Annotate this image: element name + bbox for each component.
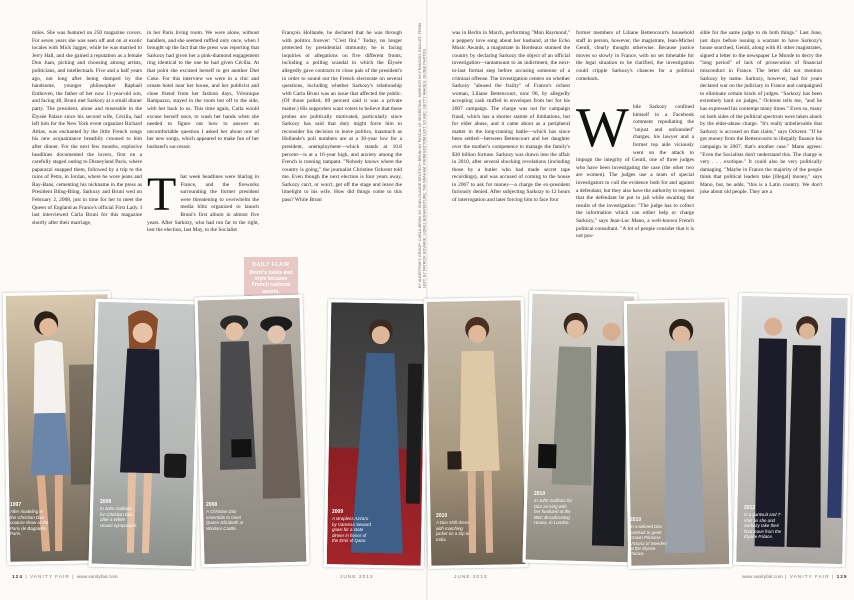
column-5-text: former members of Liliane Bettencourt's household staff in person, however, the magistrate, Jean-Michel Gentil, clearly thought otherwise. Because justice moves so slowly in France, with no set timetable for the legal situation to be clarified, the investigation could cripple Sarkozy's chances for a political comeback. xyxy=(576,30,694,82)
column-2-text: in her Paris living room. We were alone, without handlers, and she seemed ruffled only once, when I brought up the fact that the press was reporting that Sarkozy had given her a pink-diamond engagement ring identical to the one he had given Cécilia. At that point she excused herself to get another Diet Coke. For this interview we were in a chic and ornate hotel near her house, and her publicist and close friend from her fashion days, Véronique Rampazzo, stayed in the room but off to the side, with her back to us. This time again, Carla would excuse herself once, to wash her hands when she needed to figure out how to answer an uncomfortable question I asked her about one of her new songs, which appeared to make fun of her husband's successor. xyxy=(147,30,259,150)
caption-8 xyxy=(744,506,784,539)
model-figure-2008-a xyxy=(91,302,201,570)
caption-text: A Dior shift dress with matching jacket on a trip to India. xyxy=(436,520,470,542)
caption-text: In John Galliano for Christian Dior, after a White House symposium. xyxy=(100,506,138,528)
brand-left: VANITY FAIR xyxy=(29,575,70,580)
column-3-text: François Hollande, he declared that he was through with politics forever: "C'est fini." Today, no longer protected by presidential immunity, he is facing inquiries or allegations on five different fronts, including a polling scandal in which the Élysée allegedly gave contracts to close pals of the president's in order to sound out the French electorate on several questions, including whether Sarkozy's relationship with Carla Bruni was an issue that affected the public. (Of those polled, 89 percent said it was a private matter.) His supporters want voters to believe that these probes are politically motivated, particularly since Sarkozy has said that duty might force him to reconsider his decision to leave politics, inasmuch as Hollande's poll numbers are at a 30-year low for a president, unemployment—which stands at 10.8 percent—is at a 16-year high, and anxiety among the French is running rampant. "Nobody knows where the country is going," the journalist Christine Ockrent told me. Even though the next election is four years away, Sarkozy can't, or won't, get off the stage and leave the limelight to his wife. How did things come to this pass? While Bruni xyxy=(282,30,402,204)
photo-credit: BY ALBERTINE'S GROUP; CARLA-BRUNI BY JEAN-CLAUDE DEUTSCH; BRUNI BY PASCAL LE SEGRETAIN; SARKOZY BY FRANCOIS GUILLOT; FROM LEFT, BY PATRICK KOVARIK; LIONEL BONAVENTURE; TIM GRAHAM; FROM BOTTOM LEFT, BY ABC; GETTY IMAGES; GLOBE PHOTOS xyxy=(418,23,427,288)
caption-1 xyxy=(10,503,50,536)
article-column-2-top xyxy=(147,30,259,168)
footer-separator: | xyxy=(831,575,837,580)
photo-2008-a xyxy=(89,299,202,570)
dropcap-w: W xyxy=(576,104,629,159)
footer-separator: | xyxy=(25,575,30,580)
footer-left xyxy=(12,575,118,580)
dropcap-t: T xyxy=(147,174,177,221)
caption-text: After modeling in the Christian Dior couture show at the Paris de Bagatelle, Paris. xyxy=(10,509,49,537)
article-column-4 xyxy=(452,30,570,282)
caption-3 xyxy=(206,503,246,531)
caption-text: In a tailored Dior pantsuit to greet Crown Princess Victoria of Sweden at the Élysée Palace. xyxy=(630,524,667,557)
date-left: JUNE 2013 xyxy=(340,575,374,580)
caption-year: 2009 xyxy=(332,509,344,515)
caption-year: 2010 xyxy=(534,491,546,497)
caption-text: In John Galliano for Dior arriving with her husband at the BBC Broadcasting House, in London. xyxy=(534,498,573,526)
article-column-2-bottom xyxy=(147,174,259,278)
caption-year: 2010 xyxy=(436,513,448,519)
caption-year: 2008 xyxy=(206,502,218,508)
url-left: www.vanityfair.com xyxy=(76,575,118,580)
article-column-3 xyxy=(282,30,402,286)
date-right: JUNE 2013 xyxy=(454,575,488,580)
column-2b-text: hat week headlines were blaring in France, and the fireworks surrounding the former president were threatening to overwhelm the media blitz organized to launch Bruni's first album in almost five years. After Sarkozy, who had run far to the right, lost the election, last May, to the Socialist xyxy=(147,174,259,234)
caption-2 xyxy=(100,500,138,528)
article-column-5-bottom xyxy=(576,104,694,280)
brand-right: VANITY FAIR xyxy=(789,575,830,580)
article-column-5-top xyxy=(576,30,694,102)
footer-separator: | xyxy=(785,575,790,580)
footer-right xyxy=(742,575,848,580)
caption-5 xyxy=(436,514,474,542)
caption-text: In a pantsuit and T-shirt as she and Sarkozy take their final leave from the Élysée Palace. xyxy=(744,512,782,540)
column-1-text: miles. She was featured on 250 magazine covers. For seven years she was seen off and on at exotic locales with Mick Jagger, while he was married to Jerry Hall, and she gained a reputation as a female Don Juan, picking and choosing among artists, politicians, and intellectuals. Five and a half years ago, not long after being dumped by the handsome, younger philosopher Raphaël Enthoven, the father of her now 11-year-old son, and facing 40, Bruni met Sarkozy at a small dinner party. The president, alone and miserable in the Élysée Palace since his second wife, Cécilia, had left him for the New York event organizer Richard Attias, was enchanted by the little French songs his new acquaintance breathily crooned to him after dinner. For the next few months, explosive headlines documented the lovers, first on a carefully staged outing to Disneyland Paris, where paparazzi snapped them, followed by a trip to the ruins of Petra, in Jordan, where he wore jeans and Ray-Bans, cementing his nickname in the press as President Bling-Bling. Sarkozy and Bruni wed on February 2, 2008, just in time for her to meet the Queen of England as France's official First Lady. I last interviewed Carla Bruni for this magazine shortly after their marriage, xyxy=(32,30,142,226)
article-column-1 xyxy=(32,30,142,280)
pull-quote-title: DAILY FLAIR xyxy=(252,262,290,268)
caption-7 xyxy=(630,518,670,557)
caption-year: 2008 xyxy=(100,499,112,505)
page-number-right: 125 xyxy=(836,575,848,580)
pull-quote-body: Bruni's looks and style became French national assets. xyxy=(249,270,293,295)
column-5b-text: hile Sarkozy confined himself to a Facebook comment repudiating the "unjust and unfounded" charges, his lawyer and a former top aide viciously went on the attack to impugn the integrity of Gentil, one of three judges who have been investigating the case (the other two are women). The judges use a team of special investigators to cull the evidence both for and against a defendant, but they also have the authority to request that the defendant be put in jail while awaiting the results of the investigation: "The judge has to collect the information which can either help or charge Sarkozy," says Jean-Luc Mano, a well-known French political consultant. "A lot of people consider that it is not pos- xyxy=(576,104,694,240)
page-number-left: 124 xyxy=(12,575,24,580)
caption-6 xyxy=(534,492,574,525)
caption-4 xyxy=(332,510,372,543)
article-column-6 xyxy=(700,30,822,282)
caption-year: 1997 xyxy=(10,502,22,508)
caption-year: 2012 xyxy=(744,505,756,511)
caption-year: 2010 xyxy=(630,517,642,523)
caption-text: A strapless Azzaro by Vanessa Seward gown for a state dinner in honor of the Emir of Qatar. xyxy=(332,516,371,544)
column-4-text: was in Berlin in March, performing "Mon Raymond," a peppery love song about her husband, at the Echo Music Awards, a magistrate in Bordeaux stunned the country by declaring Sarkozy the object of an official investigation—tantamount to an indictment, the next-to-last formal step before accusing someone of a criminal offense. The investigation centers on whether Sarkozy "abused the frailty" of France's richest woman, Liliane Bettencourt, now 90, by allegedly accepting cash stuffed in envelopes from her for his 2007 campaign. The charge was not for campaign fraud, which has a shorter statute of limitations, but for elder abuse, and it came about as a peripheral matter in the long-running battle—which has since been settled—between Bettencourt and her daughter over the mother's competence to manage the family's $30 billion fortune. Sarkozy was drawn into the affair in 2010, after several shocking revelations (including those by a butler who had made secret tape recordings), and was accused of coming to the house in 2007 to ask for money—a charge the ex-president furiously denied. After subjecting Sarkozy to 12 hours of interrogation and later forcing him to face four xyxy=(452,30,570,204)
caption-text: A Christian Dior ensemble to meet Queen Elizabeth at Windsor Castle. xyxy=(206,509,244,531)
column-6-text: sible for the same judge to do both things." Last June, just days before issuing a warrant to have Sarkozy's house searched, Gentil, along with 81 other magistrates, signed a letter to the newspaper Le Monde to decry the "long period" of lack of prosecution of financial misconduct in France. The letter did not mention Sarkozy by name. Sarkozy, however, had for years declared war on the judiciary in France and campaigned to eliminate certain kinds of judges. "Sarkozy has been extremely hard on judges," Ockrent tells me, "and he has expressed his contempt many times." Even so, many on both sides of the political spectrum were taken aback by the elder-abuse charge. "It's really unbelievable that Sarkozy is accused on that claim," says Ockrent. "If he got money from the Bettencourts to illegally finance his campaign in 2007, that's another case." Mano agrees: "Even the Socialists don't understand this. The charge is very . . . exotique." It could also be very politically damaging. "Maybe in France the majority of the people think that political leaders take [illegal] money," says Mano, but, he adds, "this is a Latin country. We don't joke about old people. They are a xyxy=(700,30,822,196)
footer-separator: | xyxy=(72,575,77,580)
url-right: www.vanityfair.com xyxy=(742,575,783,580)
